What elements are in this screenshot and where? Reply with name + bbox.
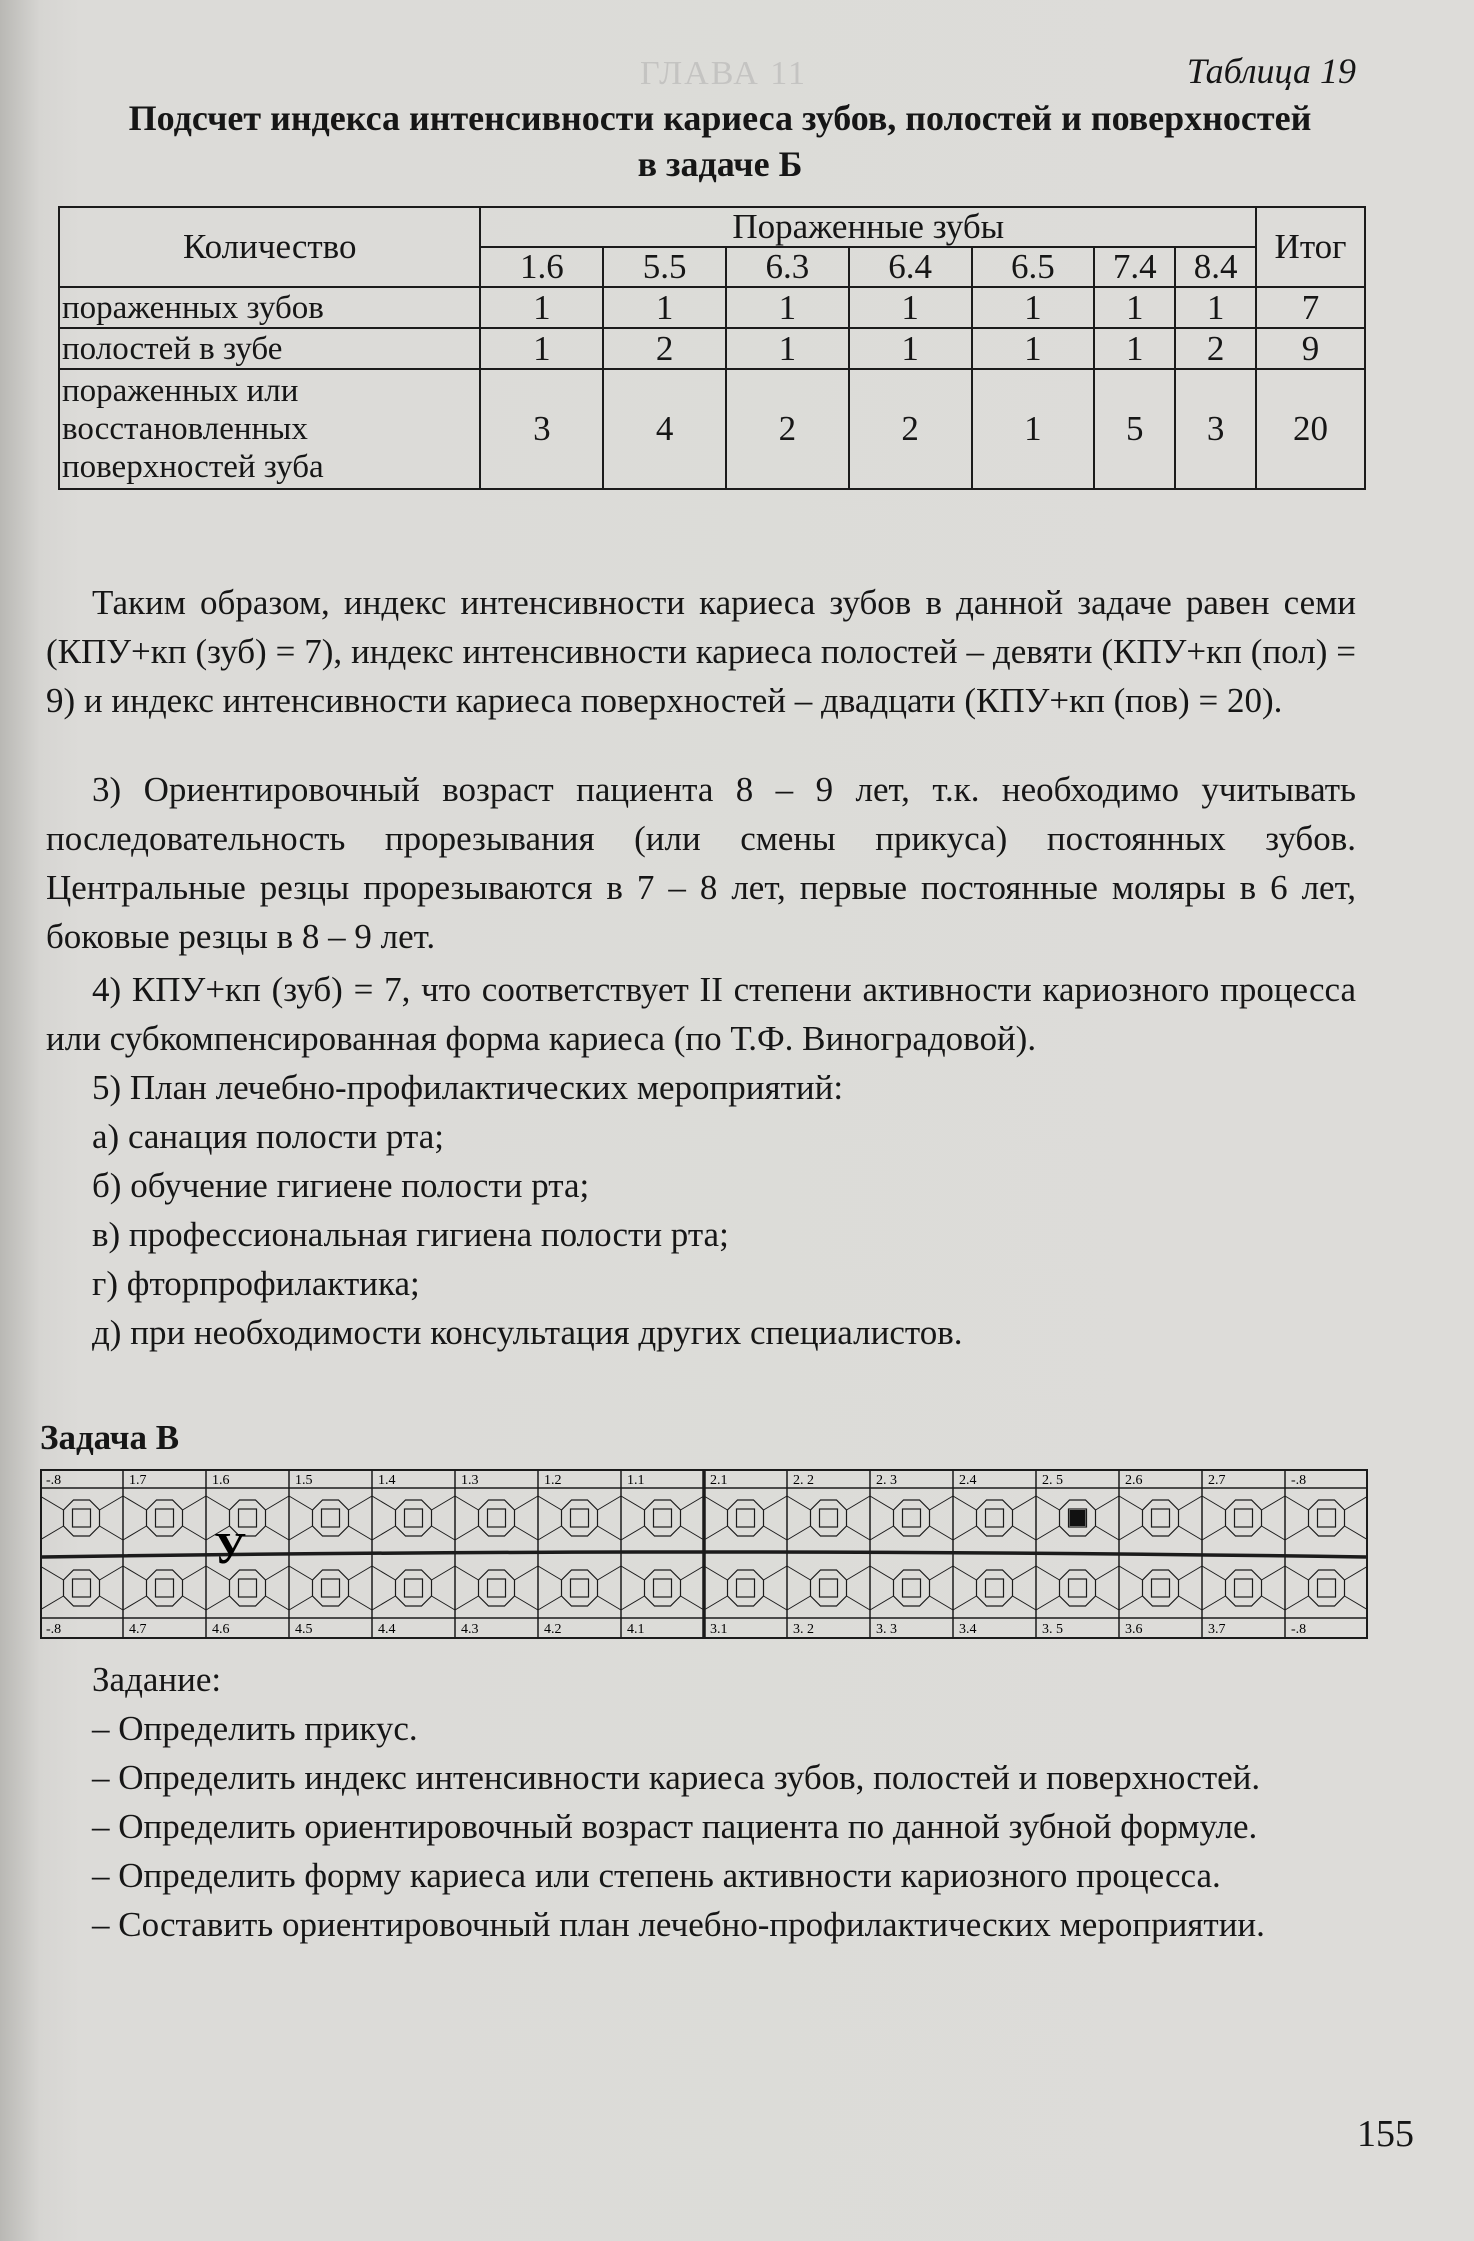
- list-item: б) обучение гигиене полости рта;: [92, 1166, 590, 1205]
- tooth-line: [930, 1596, 954, 1610]
- tooth-surface: [1060, 1570, 1096, 1606]
- tooth-line: [100, 1596, 124, 1610]
- tooth-line: [266, 1566, 290, 1580]
- lower-tooth-label: 3. 2: [793, 1622, 814, 1637]
- tooth-line: [870, 1566, 894, 1580]
- tooth-line: [870, 1526, 894, 1540]
- lower-tooth-label: -.8: [46, 1622, 62, 1637]
- upper-tooth-label: 2.4: [959, 1473, 977, 1488]
- filled-surface-mark: [1070, 1510, 1086, 1526]
- tooth-occlusal: [488, 1509, 506, 1527]
- cell: 1: [726, 287, 849, 328]
- upper-tooth-label: 1.2: [544, 1473, 562, 1488]
- tooth-header: 5.5: [603, 247, 726, 287]
- tooth-surface: [396, 1500, 432, 1536]
- tooth-surface: [977, 1570, 1013, 1606]
- tooth-line: [847, 1526, 871, 1540]
- tooth-line: [621, 1496, 645, 1510]
- tooth-line: [787, 1566, 811, 1580]
- tooth-occlusal: [405, 1579, 423, 1597]
- table-row: [59, 369, 1365, 489]
- tooth-line: [40, 1596, 64, 1610]
- table-caption: Подсчет индекса интенсивности кариеса зубов, полостей и поверхностей в задаче Б: [128, 98, 1312, 184]
- tooth-line: [183, 1596, 207, 1610]
- tooth-line: [515, 1526, 539, 1540]
- tooth-line: [538, 1566, 562, 1580]
- upper-tooth-label: 2.6: [1125, 1473, 1143, 1488]
- tooth-line: [1345, 1526, 1369, 1540]
- tooth-line: [953, 1526, 977, 1540]
- tooth-line: [183, 1526, 207, 1540]
- tooth-line: [930, 1526, 954, 1540]
- table-row: [59, 328, 1365, 369]
- tooth-occlusal: [654, 1579, 672, 1597]
- tooth-line: [1013, 1526, 1037, 1540]
- tooth-line: [432, 1496, 456, 1510]
- tooth-line: [953, 1596, 977, 1610]
- tooth-surface: [1309, 1570, 1345, 1606]
- upper-tooth-label: 2. 3: [876, 1473, 897, 1488]
- tooth-occlusal: [1235, 1579, 1253, 1597]
- tooth-line: [123, 1566, 147, 1580]
- cell: 4: [603, 369, 726, 489]
- tooth-line: [206, 1496, 230, 1510]
- tooth-occlusal: [571, 1509, 589, 1527]
- cell: 1: [849, 328, 972, 369]
- tooth-line: [1202, 1566, 1226, 1580]
- tooth-line: [123, 1596, 147, 1610]
- tooth-line: [1285, 1596, 1309, 1610]
- tooth-line: [1119, 1596, 1143, 1610]
- tooth-occlusal: [1152, 1579, 1170, 1597]
- tooth-surface: [811, 1500, 847, 1536]
- total-cell: 9: [1256, 328, 1365, 369]
- tooth-line: [1096, 1596, 1120, 1610]
- tooth-occlusal: [737, 1579, 755, 1597]
- tooth-line: [1096, 1496, 1120, 1510]
- tooth-line: [704, 1496, 728, 1510]
- tooth-line: [349, 1596, 373, 1610]
- tooth-surface: [728, 1570, 764, 1606]
- tooth-line: [40, 1566, 64, 1580]
- tooth-mark-letter: У: [214, 1524, 247, 1573]
- upper-tooth-label: -.8: [46, 1473, 62, 1488]
- tooth-surface: [645, 1500, 681, 1536]
- tooth-occlusal: [820, 1509, 838, 1527]
- tooth-line: [704, 1566, 728, 1580]
- tooth-line: [206, 1596, 230, 1610]
- tooth-line: [1202, 1596, 1226, 1610]
- tooth-line: [100, 1566, 124, 1580]
- lower-tooth-label: 3. 5: [1042, 1622, 1063, 1637]
- tooth-occlusal: [1235, 1509, 1253, 1527]
- tooth-occlusal: [156, 1509, 174, 1527]
- tooth-line: [1179, 1566, 1203, 1580]
- tooth-line: [1119, 1526, 1143, 1540]
- tooth-line: [183, 1566, 207, 1580]
- tooth-occlusal: [1318, 1579, 1336, 1597]
- upper-tooth-label: 2. 2: [793, 1473, 814, 1488]
- tooth-line: [1179, 1526, 1203, 1540]
- list-item: в) профессиональная гигиена полости рта;: [92, 1215, 729, 1254]
- tooth-surface: [977, 1500, 1013, 1536]
- tooth-header: 1.6: [480, 247, 603, 287]
- tooth-line: [953, 1566, 977, 1580]
- tooth-line: [515, 1596, 539, 1610]
- tooth-occlusal: [1318, 1509, 1336, 1527]
- tooth-header: 6.3: [726, 247, 849, 287]
- lower-tooth-label: 3.4: [959, 1622, 977, 1637]
- cell: 1: [849, 287, 972, 328]
- tooth-surface: [64, 1570, 100, 1606]
- tooth-line: [1179, 1596, 1203, 1610]
- tooth-occlusal: [322, 1579, 340, 1597]
- formula-grid: [40, 1470, 1368, 1638]
- tooth-occlusal: [986, 1509, 1004, 1527]
- tooth-line: [289, 1496, 313, 1510]
- cell: 2: [849, 369, 972, 489]
- lower-tooth-label: 4.3: [461, 1622, 479, 1637]
- tooth-line: [1345, 1596, 1369, 1610]
- table-row: [59, 287, 1365, 328]
- tooth-line: [787, 1496, 811, 1510]
- bleed-through-text: ГЛАВА 11: [640, 55, 808, 92]
- tooth-line: [372, 1526, 396, 1540]
- upper-tooth-label: 1.4: [378, 1473, 396, 1488]
- tooth-line: [1262, 1526, 1286, 1540]
- task-title: Задача В: [40, 1418, 180, 1457]
- tooth-line: [1013, 1496, 1037, 1510]
- tooth-surface: [313, 1570, 349, 1606]
- tooth-line: [1013, 1596, 1037, 1610]
- assignment-item: – Составить ориентировочный план лечебно-профилактических мероприятии.: [92, 1905, 1265, 1944]
- tooth-line: [455, 1596, 479, 1610]
- upper-tooth-label: 1.3: [461, 1473, 479, 1488]
- tooth-line: [266, 1496, 290, 1510]
- tooth-line: [621, 1596, 645, 1610]
- tooth-line: [432, 1566, 456, 1580]
- tooth-surface: [147, 1570, 183, 1606]
- tooth-line: [1345, 1566, 1369, 1580]
- tooth-occlusal: [322, 1509, 340, 1527]
- assignment-block: [46, 1655, 1356, 1949]
- row-label: полостей в зубе: [59, 328, 480, 369]
- cell: 1: [726, 328, 849, 369]
- tooth-line: [100, 1526, 124, 1540]
- tooth-line: [1119, 1496, 1143, 1510]
- tooth-line: [681, 1596, 705, 1610]
- tooth-line: [764, 1496, 788, 1510]
- tooth-occlusal: [73, 1579, 91, 1597]
- tooth-line: [455, 1496, 479, 1510]
- lower-tooth-label: 3.6: [1125, 1622, 1143, 1637]
- lower-tooth-label: 4.5: [295, 1622, 313, 1637]
- upper-tooth-label: -.8: [1291, 1473, 1307, 1488]
- list-item: а) санация полости рта;: [92, 1117, 444, 1156]
- upper-tooth-label: 2.7: [1208, 1473, 1226, 1488]
- tooth-line: [1202, 1496, 1226, 1510]
- cell: 1: [480, 287, 603, 328]
- total-cell: 7: [1256, 287, 1365, 328]
- tooth-line: [372, 1566, 396, 1580]
- tooth-line: [40, 1526, 64, 1540]
- cell: 1: [972, 328, 1095, 369]
- tooth-line: [349, 1496, 373, 1510]
- tooth-line: [266, 1526, 290, 1540]
- tooth-occlusal: [1152, 1509, 1170, 1527]
- tooth-line: [538, 1596, 562, 1610]
- tooth-occlusal: [1069, 1579, 1087, 1597]
- cell: 1: [972, 287, 1095, 328]
- lower-tooth-label: 3.1: [710, 1622, 728, 1637]
- tooth-line: [372, 1596, 396, 1610]
- tooth-line: [1036, 1526, 1060, 1540]
- tooth-occlusal: [73, 1509, 91, 1527]
- assignment-item: – Определить прикус.: [92, 1709, 418, 1748]
- tooth-line: [764, 1526, 788, 1540]
- tooth-line: [598, 1596, 622, 1610]
- total-cell: 20: [1256, 369, 1365, 489]
- tooth-line: [183, 1496, 207, 1510]
- tooth-surface: [562, 1570, 598, 1606]
- tooth-line: [538, 1526, 562, 1540]
- tooth-occlusal: [654, 1509, 672, 1527]
- tooth-line: [1119, 1566, 1143, 1580]
- page-number: 155: [1357, 2113, 1414, 2155]
- tooth-line: [681, 1496, 705, 1510]
- tooth-line: [704, 1596, 728, 1610]
- cell: 3: [480, 369, 603, 489]
- tooth-surface: [1143, 1570, 1179, 1606]
- cell: 1: [1094, 287, 1175, 328]
- tooth-line: [289, 1526, 313, 1540]
- header-quantity: Количество: [59, 207, 480, 287]
- tooth-occlusal: [903, 1509, 921, 1527]
- tooth-line: [1285, 1526, 1309, 1540]
- tooth-occlusal: [488, 1579, 506, 1597]
- tooth-line: [289, 1566, 313, 1580]
- tooth-line: [681, 1526, 705, 1540]
- cell: 2: [726, 369, 849, 489]
- table-number: Таблица 19: [1186, 51, 1356, 91]
- tooth-surface: [396, 1570, 432, 1606]
- tooth-line: [847, 1596, 871, 1610]
- tooth-line: [40, 1496, 64, 1510]
- tooth-surface: [1226, 1500, 1262, 1536]
- tooth-line: [847, 1496, 871, 1510]
- dental-formula-chart: [40, 1468, 1368, 1642]
- tooth-line: [1262, 1566, 1286, 1580]
- tooth-line: [515, 1566, 539, 1580]
- tooth-surface: [64, 1500, 100, 1536]
- tooth-surface: [894, 1500, 930, 1536]
- tooth-line: [930, 1566, 954, 1580]
- tooth-surface: [1226, 1570, 1262, 1606]
- lower-tooth-label: 4.1: [627, 1622, 645, 1637]
- tooth-line: [289, 1596, 313, 1610]
- tooth-line: [1202, 1526, 1226, 1540]
- tooth-line: [870, 1596, 894, 1610]
- paragraph-conclusion: Таким образом, индекс интенсивности кариеса зубов в данной задаче равен семи (КПУ+кп (зуб) = 7), индекс интенсивности кариеса полостей – девяти (КПУ+кп (пол) = 9) и индекс интенсивности кариеса поверхностей – двадцати (КПУ+кп (пов) = 20).: [46, 583, 1356, 720]
- tooth-surface: [1143, 1500, 1179, 1536]
- assignment-item: – Определить индекс интенсивности кариеса зубов, полостей и поверхностей.: [92, 1758, 1261, 1797]
- cell: 3: [1175, 369, 1256, 489]
- tooth-header: 6.4: [849, 247, 972, 287]
- tooth-line: [455, 1566, 479, 1580]
- upper-tooth-label: 2.1: [710, 1473, 728, 1488]
- tooth-line: [930, 1496, 954, 1510]
- tooth-occlusal: [239, 1579, 257, 1597]
- paragraph-activity: 4) КПУ+кп (зуб) = 7, что соответствует II степени активности кариозного процесса или субкомпенсированная форма кариеса (по Т.Ф. Виноградовой).: [46, 970, 1356, 1058]
- tooth-line: [764, 1566, 788, 1580]
- tooth-line: [847, 1566, 871, 1580]
- cell: 1: [1094, 328, 1175, 369]
- caries-index-table: [58, 206, 1366, 490]
- tooth-line: [1285, 1496, 1309, 1510]
- tooth-line: [1096, 1526, 1120, 1540]
- tooth-line: [681, 1566, 705, 1580]
- tooth-line: [1262, 1496, 1286, 1510]
- upper-tooth-label: 1.5: [295, 1473, 313, 1488]
- row-label: пораженных или восстановленных поверхностей зуба: [59, 369, 480, 489]
- cell: 1: [603, 287, 726, 328]
- tooth-occlusal: [571, 1579, 589, 1597]
- tooth-header: 6.5: [972, 247, 1095, 287]
- tooth-line: [1096, 1566, 1120, 1580]
- lower-tooth-label: 4.4: [378, 1622, 396, 1637]
- tooth-line: [349, 1566, 373, 1580]
- tooth-line: [1179, 1496, 1203, 1510]
- cell: 2: [603, 328, 726, 369]
- lower-tooth-label: 4.6: [212, 1622, 230, 1637]
- tooth-surface: [562, 1500, 598, 1536]
- tooth-line: [455, 1526, 479, 1540]
- tooth-line: [598, 1496, 622, 1510]
- tooth-line: [953, 1496, 977, 1510]
- lower-tooth-label: -.8: [1291, 1622, 1307, 1637]
- tooth-line: [538, 1496, 562, 1510]
- tooth-occlusal: [820, 1579, 838, 1597]
- tooth-line: [100, 1496, 124, 1510]
- tooth-line: [432, 1596, 456, 1610]
- tooth-surface: [313, 1500, 349, 1536]
- tooth-surface: [728, 1500, 764, 1536]
- tooth-line: [266, 1596, 290, 1610]
- tooth-surface: [479, 1570, 515, 1606]
- tooth-line: [372, 1496, 396, 1510]
- tooth-line: [123, 1496, 147, 1510]
- lower-tooth-label: 4.7: [129, 1622, 147, 1637]
- cell: 5: [1094, 369, 1175, 489]
- tooth-line: [787, 1526, 811, 1540]
- tooth-surface: [894, 1570, 930, 1606]
- cell: 1: [480, 328, 603, 369]
- tooth-line: [1013, 1566, 1037, 1580]
- tooth-line: [1345, 1496, 1369, 1510]
- tooth-line: [1036, 1496, 1060, 1510]
- tooth-occlusal: [405, 1509, 423, 1527]
- row-label: пораженных зубов: [59, 287, 480, 328]
- tooth-line: [349, 1526, 373, 1540]
- tooth-occlusal: [903, 1579, 921, 1597]
- tooth-line: [515, 1496, 539, 1510]
- paragraph-plan: 5) План лечебно-профилактических мероприятий: а) санация полости рта; б) обучение гигиене полости рта; в) профессиональная гигиена полости рта; г) фторпрофилактика; д) при необходимости консультация других специалистов.: [46, 1063, 1356, 1357]
- upper-tooth-label: 1.6: [212, 1473, 230, 1488]
- tooth-surface: [147, 1500, 183, 1536]
- tooth-occlusal: [156, 1579, 174, 1597]
- lower-tooth-label: 3. 3: [876, 1622, 897, 1637]
- lower-tooth-label: 4.2: [544, 1622, 562, 1637]
- tooth-line: [1285, 1566, 1309, 1580]
- upper-tooth-label: 1.7: [129, 1473, 147, 1488]
- tooth-line: [432, 1526, 456, 1540]
- tooth-line: [123, 1526, 147, 1540]
- tooth-occlusal: [737, 1509, 755, 1527]
- tooth-surface: [230, 1570, 266, 1606]
- assignment-item: – Определить форму кариеса или степень активности кариозного процесса.: [92, 1856, 1221, 1895]
- lower-tooth-label: 3.7: [1208, 1622, 1226, 1637]
- upper-tooth-label: 1.1: [627, 1473, 645, 1488]
- tooth-line: [870, 1496, 894, 1510]
- tooth-line: [598, 1526, 622, 1540]
- tooth-line: [621, 1526, 645, 1540]
- tooth-line: [787, 1596, 811, 1610]
- cell: 2: [1175, 328, 1256, 369]
- cell: 1: [972, 369, 1095, 489]
- paragraph-age: 3) Ориентировочный возраст пациента 8 – 9 лет, т.к. необходимо учитывать последовательность прорезывания (или смены прикуса) постоянных зубов. Центральные резцы прорезываются в 7 – 8 лет, первые постоянные моляры в 6 лет, боковые резцы в 8 – 9 лет.: [46, 770, 1356, 956]
- assignment-label: Задание:: [92, 1660, 222, 1699]
- tooth-line: [704, 1526, 728, 1540]
- assignment-item: – Определить ориентировочный возраст пациента по данной зубной формуле.: [92, 1807, 1258, 1846]
- tooth-occlusal: [986, 1579, 1004, 1597]
- tooth-line: [764, 1596, 788, 1610]
- upper-tooth-label: 2. 5: [1042, 1473, 1063, 1488]
- tooth-line: [621, 1566, 645, 1580]
- header-affected-teeth: Пораженные зубы: [480, 207, 1256, 247]
- tooth-line: [1036, 1596, 1060, 1610]
- tooth-surface: [479, 1500, 515, 1536]
- tooth-line: [598, 1566, 622, 1580]
- cell: 1: [1175, 287, 1256, 328]
- tooth-line: [1036, 1566, 1060, 1580]
- tooth-header: 8.4: [1175, 247, 1256, 287]
- tooth-surface: [645, 1570, 681, 1606]
- header-total: Итог: [1256, 207, 1365, 287]
- tooth-header: 7.4: [1094, 247, 1175, 287]
- tooth-surface: [1309, 1500, 1345, 1536]
- tooth-line: [1262, 1596, 1286, 1610]
- list-item: г) фторпрофилактика;: [92, 1264, 420, 1303]
- tooth-surface: [811, 1570, 847, 1606]
- list-item: д) при необходимости консультация других специалистов.: [92, 1313, 963, 1352]
